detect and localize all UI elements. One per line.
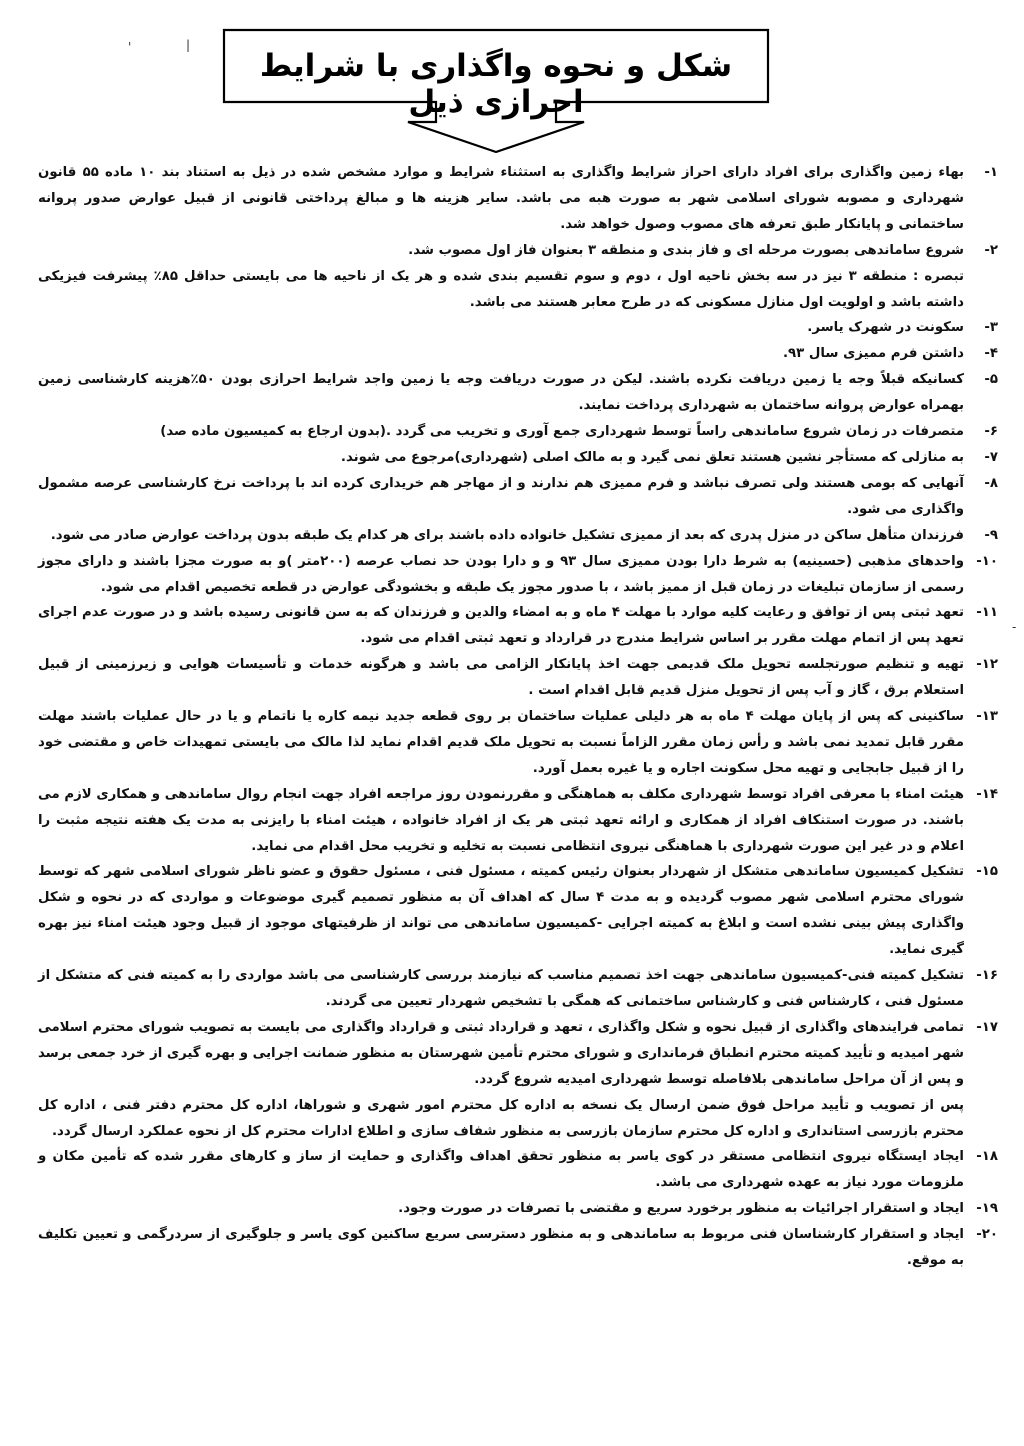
list-item [38, 704, 998, 782]
item-text: فرزندان متأهل ساکن در منزل پدری که بعد از ممیزی تشکیل خانواده داده باشند برای هر کدام یک طبقه بدون پرداخت عوارض صادر می شود. [50, 527, 964, 543]
item-number: ۷- [984, 449, 998, 465]
list-item [38, 652, 998, 704]
item-text: بهاء زمین واگذاری برای افراد دارای احراز شرایط واگذاری به استثناء شرایط و موارد مشخص شده در ذیل به استناد بند ۱۰ ماده ۵۵ قانون شهرداری و مصوبه شورای اسلامی شهر به صورت هبه می باشد. سایر هزینه ها و مبالغ پرداختی قانونی از قبیل عوارض صدور پروانه ساختمانی و پایانکار طبق تعرفه های مصوب وصول خواهد شد. [38, 165, 964, 232]
item-text: تمامی فرایندهای واگذاری از قبیل نحوه و شکل واگذاری ، تعهد و قرارداد ثبتی و قرارداد واگذاری می بایست به تصویب شورای محترم اسلامی شهر امیدیه و تأیید کمیته محترم انطباق فرمانداری و شورای محترم تأمین شهرستان به منظور ضمانت اجرایی و بهره گیری از خرد جمعی برسد و پس از آن مراحل ساماندهی بلافاصله توسط شهرداری امیدیه شروع گردد. [38, 1019, 964, 1087]
item-text: به منازلی که مستأجر نشین هستند تعلق نمی گیرد و به مالک اصلی (شهرداری)مرجوع می شوند. [340, 449, 964, 465]
item-text: هیئت امناء با معرفی افراد توسط شهرداری مکلف به هماهنگی و مقررنمودن روز مراجعه افراد جهت انجام روال ساماندهی و همکاری لازم می باشند. در صورت استنکاف افراد از همکاری و ارائه تعهد ثبتی هر یک از افراد خانواده ، هیئت امناء با رایزنی به مدت یک هفته نتیجه مثبت را اعلام و در غیر این صورت شهرداری با هماهنگی نیروی انتظامی نسبت به تخلیه و تخریب محل اقدام می نماید. [38, 786, 964, 854]
item-number: ۱۴- [976, 786, 998, 802]
list-item [38, 471, 998, 523]
list-item [38, 419, 998, 445]
note-item [38, 264, 998, 316]
list-item [38, 238, 998, 264]
item-number: ۹- [984, 527, 998, 543]
list-item [38, 1144, 998, 1196]
list-item [38, 782, 998, 860]
item-number: ۱- [984, 165, 998, 180]
item-text: داشتن فرم ممیزی سال ۹۳. [782, 346, 964, 362]
list-item [38, 315, 998, 341]
item-text: آنهایی که بومی هستند ولی تصرف نباشد و فرم ممیزی هم ندارند و از مهاجر هم خریداری کرده اند با پرداخت نرخ کارشناسی عرصه مشمول واگذاری می شود. [38, 475, 964, 517]
item-number: ۳- [984, 320, 998, 336]
item-text: ساکنینی که پس از پایان مهلت ۴ ماه به هر دلیلی عملیات ساختمان بر روی قطعه جدید نیمه کاره یا ناتمام و یا در حال عملیات باشند مهلت مقرر قابل تمدید نمی باشد و رأس زمان مقرر الزاماً نسبت به تحویل ملک قدیم اقدام نماید لذا مالک می بایستی تمهیدات خاص و مقتضی خود را از قبیل جابجایی و تهیه محل سکونت اجاره و یا غیره بعمل آورد. [38, 709, 964, 776]
item-number: ۱۷- [976, 1019, 998, 1035]
item-text: تهیه و تنظیم صورتجلسه تحویل ملک قدیمی جهت اخذ پایانکار الزامی می باشد و هرگونه خدمات و تأسیسات هوایی و زیرزمینی از قبیل استعلام برق ، گاز و آب پس از تحویل منزل قدیم قابل اقدام است . [38, 657, 964, 699]
scan-mark: | [186, 38, 191, 52]
item-number: ۱۲- [976, 657, 998, 673]
item-number: ۱۵- [976, 864, 998, 880]
item-number: ۱۱- [976, 605, 998, 621]
document-body [38, 160, 998, 1274]
item-number: ۵- [984, 372, 998, 388]
item-number: ۶- [984, 424, 998, 440]
list-item [38, 1196, 998, 1222]
item-number: ۱۹- [976, 1201, 998, 1217]
scan-mark: ' [128, 40, 132, 54]
list-item [38, 367, 998, 419]
list-item [38, 341, 998, 367]
scan-mark: - [1012, 620, 1017, 634]
item-text: تشکیل کمیسیون ساماندهی متشکل از شهردار بعنوان رئیس کمیته ، مسئول فنی ، مسئول حقوق و عضو ناظر شورای اسلامی شهر که توسط شورای محترم اسلامی شهر مصوب گردیده و به مدت ۴ سال که اهداف آن به منظور تصمیم گیری موضوعات و مواردی که در نحوه و شکل واگذاری پیش بینی نشده است و ابلاغ به کمیته اجرایی -کمیسیون ساماندهی می تواند از ظرفیتهای موجود از قبیل وجود هیئت امناء نیز بهره گیری نماید. [38, 864, 965, 958]
item-number: ۱۳- [976, 709, 998, 725]
item-text: ایجاد ایستگاه نیروی انتظامی مستقر در کوی یاسر به منظور تحقق اهداف واگذاری و حمایت از ساز و کارهای مقرر شده که تأمین مکان و ملزومات مورد نیاز به عهده شهرداری می باشد. [38, 1149, 964, 1191]
note-text: پس از تصویب و تأیید مراحل فوق ضمن ارسال یک نسخه به اداره کل محترم امور شهری و شوراها، اداره کل محترم دفتر فنی ، اداره کل محترم بازرسی استانداری و اداره کل محترم سازمان بازرسی به منظور شفاف سازی و اطلاع ادارات محترم کل از نحوه عملکرد ارسال گردد. [38, 1097, 964, 1139]
item-text: ایجاد و استقرار کارشناسان فنی مربوط به ساماندهی و به منظور دسترسی سریع ساکنین کوی یاسر و جلوگیری از سردرگمی و تعیین تکلیف به موقع. [38, 1227, 964, 1269]
item-number: ۸- [984, 475, 998, 491]
list-item [38, 445, 998, 471]
list-item [38, 600, 998, 652]
list-item [38, 1015, 998, 1093]
item-number: ۱۰- [976, 553, 998, 569]
item-number: ۱۸- [976, 1149, 998, 1165]
item-number: ۱۶- [976, 968, 998, 984]
list-item [38, 549, 998, 601]
item-text: واحدهای مذهبی (حسینیه) به شرط دارا بودن ممیزی سال ۹۳ و و دارا بودن حد نصاب عرصه (۲۰۰متر )و به صورت مجزا باشند و دارای مجوز رسمی از سازمان تبلیغات در زمان قبل از ممیز باشد ، با صدور مجوز یک طبقه و بخشودگی عوارض در قطعه تخصیص اقدام می شود. [38, 553, 964, 595]
list-item [38, 523, 998, 549]
item-number: ۲۰- [976, 1227, 998, 1243]
item-text: تشکیل کمیته فنی-کمیسیون ساماندهی جهت اخذ تصمیم مناسب که نیازمند بررسی کارشناسی می باشد مواردی را به کمیته فنی که متشکل از مسئول فنی ، کارشناس فنی و کارشناس ساختمانی که همگی با تشخیص شهردار تعیین می گردند. [38, 968, 964, 1009]
item-text: سکونت در شهرک یاسر. [807, 320, 964, 336]
item-text: ایجاد و استقرار اجرائیات به منظور برخورد سریع و مقتضی با تصرفات در صورت وجود. [398, 1201, 964, 1217]
item-text: تعهد ثبتی پس از توافق و رعایت کلیه موارد با مهلت ۴ ماه و به امضاء والدین و فرزندان که به سن قانونی رسیده باشد و در صورت عدم اجرای تعهد پس از اتمام مهلت مقرر بر اساس شرایط مندرج در قرارداد و تعهد ثبتی اقدام می شود. [38, 605, 964, 647]
item-number: ۴- [984, 346, 998, 362]
list-item [38, 859, 998, 963]
item-text: شروع ساماندهی بصورت مرحله ای و فاز بندی و منطقه ۳ بعنوان فاز اول مصوب شد. [408, 242, 964, 258]
item-text: متصرفات در زمان شروع ساماندهی راساً توسط شهرداری جمع آوری و تخریب می گردد .(بدون ارجاع به کمیسیون ماده صد) [160, 424, 964, 440]
note-item [38, 1093, 998, 1145]
title-callout [222, 28, 770, 154]
page-title: شکل و نحوه واگذاری با شرایط احرازی ذیل [259, 48, 733, 120]
list-item [38, 1222, 998, 1274]
note-text: تبصره : منطقه ۳ نیز در سه بخش ناحیه اول ، دوم و سوم تقسیم بندی شده و هر یک از ناحیه ها می بایستی حداقل ۸۵٪ پیشرفت فیزیکی داشته باشد و اولویت اول منازل مسکونی که در طرح معابر هستند می باشد. [38, 268, 964, 310]
item-number: ۲- [984, 242, 998, 258]
list-item [38, 160, 998, 238]
list-item [38, 963, 998, 1015]
item-text: کسانیکه قبلاً وجه یا زمین دریافت نکرده باشند. لیکن در صورت دریافت وجه یا زمین واجد شرایط احرازی بودن ۵۰٪هزینه کارشناسی زمین بهمراه عوارض پروانه ساختمان به شهرداری پرداخت نمایند. [38, 372, 964, 414]
